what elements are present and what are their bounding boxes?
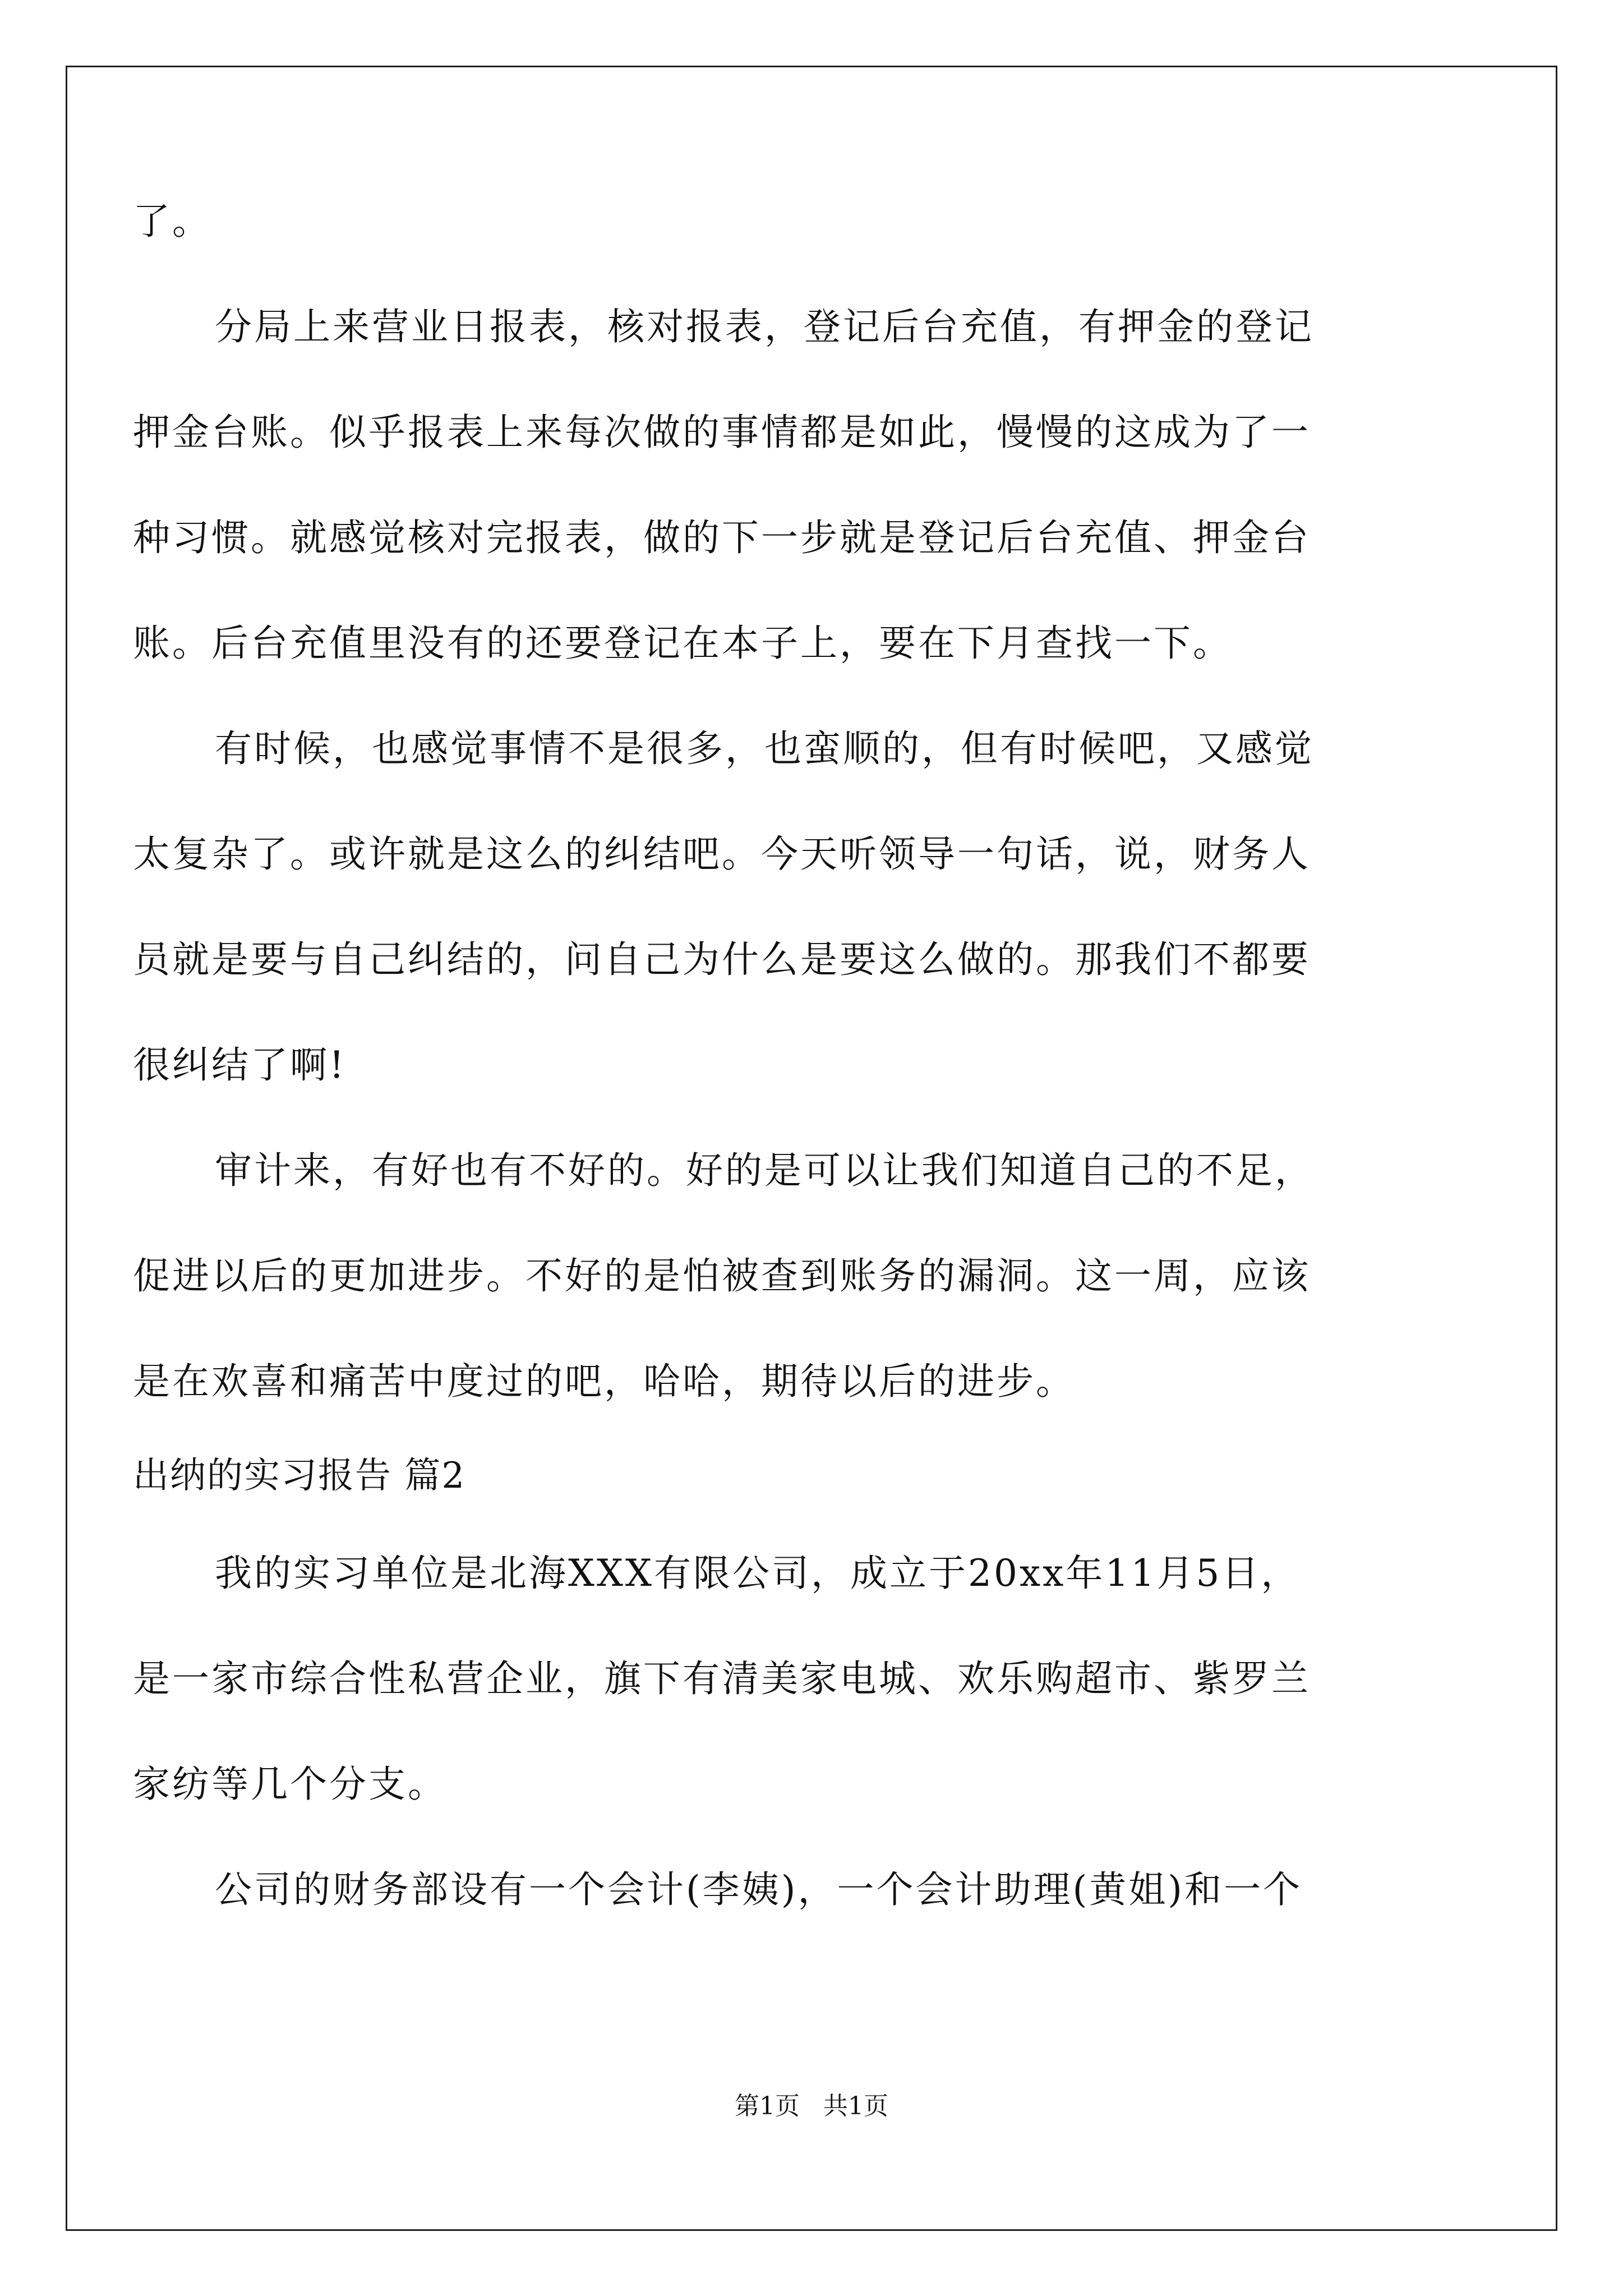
text-line: 账。后台充值里没有的还要登记在本子上，要在下月查找一下。 xyxy=(133,622,1232,665)
page-total: 共1页 xyxy=(823,2092,888,2120)
text-line: 很纠结了啊! xyxy=(133,1043,347,1087)
page-number: 第1页 xyxy=(735,2092,800,2120)
paragraph-line: 分局上来营业日报表，核对报表，登记后台充值，有押金的登记 xyxy=(215,305,1314,348)
paragraph-line: 我的实习单位是北海XXX有限公司，成立于20xx年11月5日， xyxy=(215,1552,1301,1595)
paragraph-line: 公司的财务部设有一个会计(李姨)，一个会计助理(黄姐)和一个 xyxy=(215,1868,1302,1911)
paragraph-line: 审计来，有好也有不好的。好的是可以让我们知道自己的不足， xyxy=(215,1149,1314,1192)
paragraph-line: 有时候，也感觉事情不是很多，也蛮顺的，但有时候吧，又感觉 xyxy=(215,727,1314,770)
text-line: 了。 xyxy=(133,200,211,243)
text-line: 员就是要与自己纠结的，问自己为什么是要这么做的。那我们不都要 xyxy=(133,938,1311,981)
text-line: 种习惯。就感觉核对完报表，做的下一步就是登记后台充值、押金台 xyxy=(133,516,1311,559)
text-line: 是在欢喜和痛苦中度过的吧，哈哈，期待以后的进步。 xyxy=(133,1360,1075,1403)
section-heading: 出纳的实习报告 篇2 xyxy=(133,1455,466,1497)
text-line: 太复杂了。或许就是这么的纠结吧。今天听领导一句话，说，财务人 xyxy=(133,832,1311,876)
text-line: 是一家市综合性私营企业，旗下有清美家电城、欢乐购超市、紫罗兰 xyxy=(133,1657,1311,1700)
text-line: 促进以后的更加进步。不好的是怕被查到账务的漏洞。这一周，应该 xyxy=(133,1254,1311,1297)
text-line: 押金台账。似乎报表上来每次做的事情都是如此，慢慢的这成为了一 xyxy=(133,411,1311,454)
page-footer xyxy=(0,2090,1623,2123)
text-line: 家纺等几个分支。 xyxy=(133,1763,447,1806)
